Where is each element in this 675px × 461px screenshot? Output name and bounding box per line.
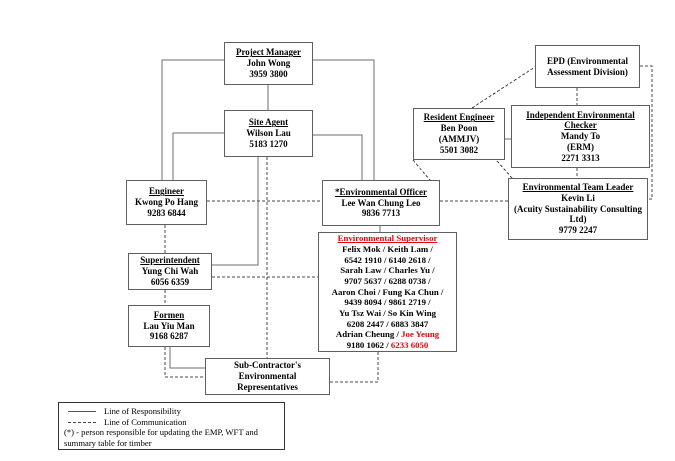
legend-responsibility-label: Line of Responsibility: [104, 406, 181, 416]
sub-contractor-line2: Environmental Representatives: [237, 371, 298, 392]
superintendent-box: [128, 253, 212, 290]
connector-pm-engineer: [162, 60, 224, 180]
site-agent-name: Wilson Lau: [246, 128, 291, 139]
environmental-supervisor-row: 6542 1910 / 6140 2618 /: [344, 254, 431, 265]
formen-box: [128, 305, 210, 347]
formen-name: Lau Yiu Man: [143, 320, 195, 331]
environmental-supervisor-box: [318, 232, 457, 352]
legend-note-line2: summary table for timber: [64, 438, 152, 449]
legend-responsibility-row: [64, 406, 279, 417]
environmental-supervisor-row: 6208 2447 / 6883 3847: [346, 318, 429, 329]
dashed-line-sample: [68, 422, 96, 423]
solid-line-sample: [68, 411, 96, 412]
environmental-supervisor-row: Sarah Law / Charles Yu /: [340, 265, 435, 276]
environmental-supervisor-name-red: Joe Yeung: [401, 329, 440, 340]
superintendent-name: Yung Chi Wah: [141, 266, 199, 277]
epd-box: [535, 45, 640, 88]
environmental-supervisor-title: Environmental Supervisor: [337, 233, 438, 244]
environmental-officer-phone: 9836 7713: [361, 208, 401, 219]
site-agent-phone: 5183 1270: [249, 138, 288, 149]
resident-engineer-title: Resident Engineer: [423, 112, 495, 123]
engineer-name: Kwong Po Hang: [134, 197, 198, 208]
connector-siteagent-superintendent: [212, 157, 258, 265]
environmental-supervisor-row-mixed: [336, 329, 439, 340]
environmental-supervisor-phone-black: 9180 1062 /: [346, 339, 391, 350]
engineer-box: [126, 180, 207, 225]
independent-checker-title-line1: Independent Environmental: [526, 109, 635, 120]
legend-note-line1: (*) - person responsible for updating the EMP, WFT and: [64, 427, 258, 438]
epd-line2: Assessment Division): [547, 66, 628, 77]
sub-contractor-line1: Sub-Contractor's: [234, 360, 301, 371]
connector-formen-subcontractor-solid: [170, 347, 205, 368]
project-manager-title: Project Manager: [235, 47, 302, 58]
legend-communication-label: Line of Communication: [104, 416, 187, 427]
resident-engineer-box: [413, 108, 505, 160]
environmental-officer-name: Lee Wan Chung Leo: [341, 197, 421, 208]
project-manager-box: [224, 42, 313, 85]
environmental-supervisor-row: Felix Mok / Keith Lam /: [342, 244, 433, 255]
environmental-officer-box: [322, 180, 440, 226]
connector-siteagent-envofficer: [313, 135, 362, 180]
team-leader-org-line2: Ltd): [569, 214, 587, 225]
resident-engineer-phone: 5501 3082: [439, 144, 479, 155]
independent-checker-phone: 2271 3313: [561, 152, 600, 163]
site-agent-box: [224, 110, 313, 157]
connector-pm-envofficer: [313, 60, 374, 180]
team-leader-title: Environmental Team Leader: [522, 182, 634, 192]
engineer-phone: 9283 6844: [147, 207, 186, 218]
connector-siteagent-engineer: [173, 133, 224, 180]
resident-engineer-name: Ben Poon: [440, 123, 478, 134]
independent-checker-title-line2: Checker: [564, 120, 597, 131]
environmental-supervisor-row: Yu Tsz Wai / So Kin Wing: [339, 307, 436, 318]
engineer-title: Engineer: [149, 186, 184, 197]
independent-checker-box: [511, 105, 650, 168]
epd-line1: EPD (Environmental: [546, 55, 629, 66]
independent-checker-name: Mandy To: [560, 131, 601, 142]
connector-residentengineer-envofficer: [413, 160, 430, 180]
project-manager-name: John Wong: [246, 58, 291, 69]
independent-checker-org: (ERM): [567, 141, 594, 152]
superintendent-phone: 6056 6359: [150, 276, 190, 287]
formen-title: Formen: [153, 309, 185, 320]
environmental-officer-title: *Environmental Officer: [334, 186, 428, 197]
team-leader-phone: 9779 2247: [558, 225, 598, 236]
legend-communication-row: [64, 417, 279, 428]
legend-box: [58, 402, 285, 450]
project-manager-phone: 3959 3800: [249, 68, 288, 79]
environmental-supervisor-row: 9439 8094 / 9861 2719 /: [344, 297, 431, 308]
team-leader-box: [508, 178, 648, 240]
environmental-supervisor-row-mixed: [347, 340, 429, 351]
connector-formen-subcontractor-dashed: [165, 347, 205, 377]
connector-residentengineer-teamleader: [497, 161, 512, 178]
team-leader-org-line1: (Acuity Sustainability Consulting: [513, 203, 643, 214]
environmental-supervisor-row: 9707 5637 / 6288 0738 /: [344, 276, 431, 287]
environmental-supervisor-names-black: Adrian Cheung /: [335, 329, 402, 340]
formen-phone: 9168 6287: [149, 331, 189, 342]
connector-subcontractor-envsupervisor: [330, 352, 378, 382]
team-leader-name: Kevin Li: [561, 192, 595, 203]
site-agent-title: Site Agent: [248, 117, 289, 128]
environmental-supervisor-phone-red: 6233 6050: [390, 339, 429, 350]
superintendent-title: Superintendent: [140, 255, 200, 266]
environmental-supervisor-row: Aaron Choi / Fung Ka Chun /: [331, 286, 444, 297]
sub-contractor-box: [205, 358, 330, 395]
resident-engineer-org: (AMMJV): [438, 134, 480, 144]
connector-residentengineer-epd: [472, 67, 535, 108]
